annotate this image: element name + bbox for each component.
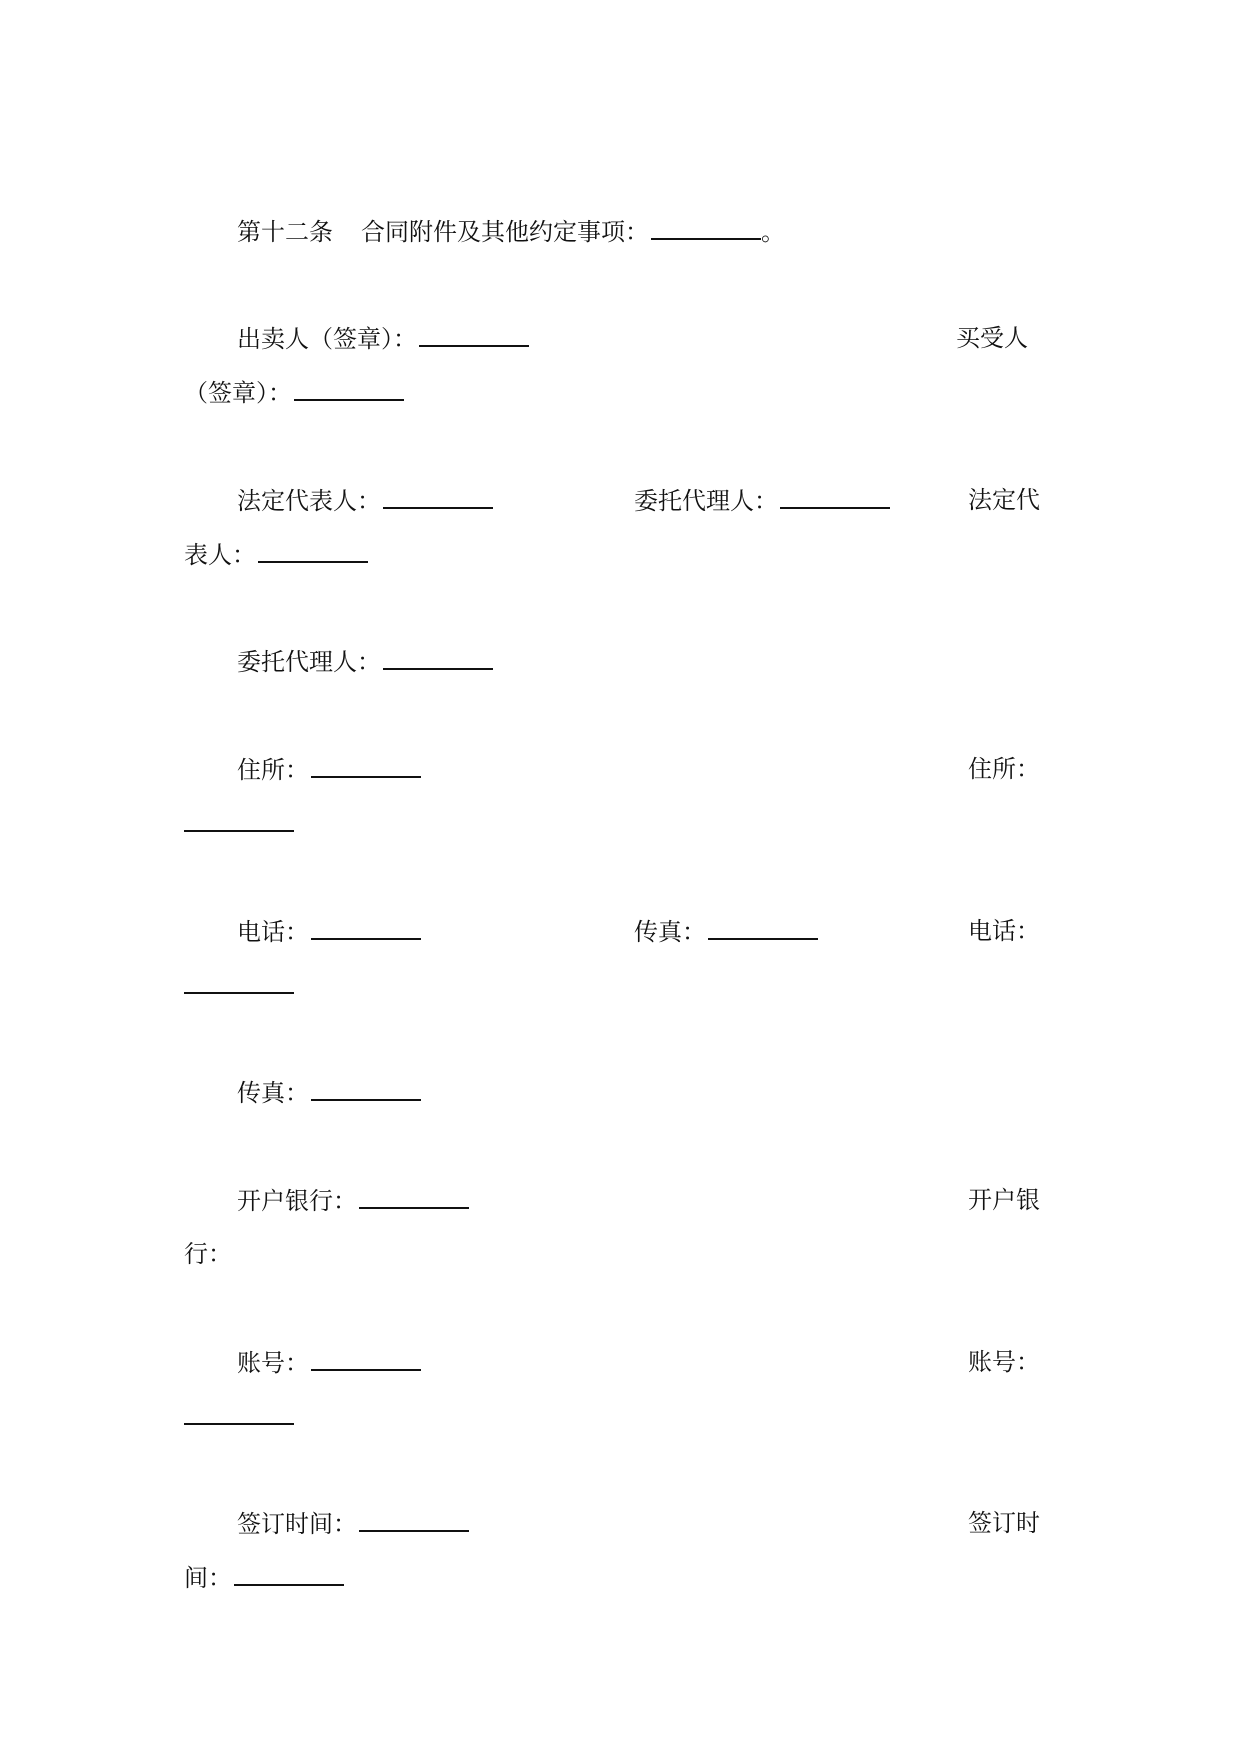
agent-middle-line	[634, 485, 890, 516]
phone-left-line	[237, 916, 421, 947]
agent-left-label: 委托代理人：	[237, 648, 381, 676]
fax-middle-line	[634, 916, 818, 947]
legal-rep-left-label: 法定代表人：	[237, 487, 381, 515]
legal-rep-right-line	[184, 539, 368, 570]
fax-left-line	[237, 1077, 421, 1108]
date-left-label: 签订时间：	[237, 1510, 357, 1538]
bank-left-label: 开户银行：	[237, 1187, 357, 1215]
phone-right-blank[interactable]	[184, 970, 294, 994]
date-left-line	[237, 1508, 469, 1539]
bank-right-label-1: 开户银	[968, 1186, 1040, 1214]
date-right-label-2: 间：	[184, 1564, 232, 1592]
legal-rep-right-label-2: 表人：	[184, 541, 256, 569]
date-right-line	[184, 1562, 344, 1593]
address-right-line	[184, 808, 294, 839]
date-right-label-1: 签订时	[968, 1509, 1040, 1537]
address-left-label: 住所：	[237, 756, 309, 784]
account-left-line	[237, 1347, 421, 1378]
address-left-blank[interactable]	[311, 754, 421, 778]
agent-middle-blank[interactable]	[780, 485, 890, 509]
fax-middle-label: 传真：	[634, 918, 706, 946]
buyer-sign-blank[interactable]	[294, 377, 404, 401]
seller-sign-label: 出卖人（签章）：	[237, 325, 417, 353]
article-blank[interactable]	[651, 216, 761, 240]
fax-middle-blank[interactable]	[708, 916, 818, 940]
agent-middle-label: 委托代理人：	[634, 487, 778, 515]
article-text: 合同附件及其他约定事项：	[361, 218, 649, 246]
legal-rep-left-blank[interactable]	[383, 485, 493, 509]
agent-left-blank[interactable]	[383, 646, 493, 670]
account-right-blank[interactable]	[184, 1401, 294, 1425]
fax-left-blank[interactable]	[311, 1077, 421, 1101]
account-left-label: 账号：	[237, 1349, 309, 1377]
phone-left-blank[interactable]	[311, 916, 421, 940]
account-left-blank[interactable]	[311, 1347, 421, 1371]
buyer-sign-line	[184, 377, 404, 408]
fax-left-label: 传真：	[237, 1079, 309, 1107]
phone-left-label: 电话：	[237, 918, 309, 946]
article-12-line	[237, 216, 785, 247]
date-left-blank[interactable]	[359, 1508, 469, 1532]
seller-sign-line	[237, 323, 529, 354]
article-heading: 第十二条	[237, 218, 333, 246]
bank-right-label-2: 行：	[184, 1240, 232, 1268]
phone-right-line	[184, 970, 294, 1001]
phone-right-label: 电话：	[968, 917, 1040, 945]
legal-rep-right-blank[interactable]	[258, 539, 368, 563]
address-right-blank[interactable]	[184, 808, 294, 832]
account-right-label: 账号：	[968, 1348, 1040, 1376]
account-right-line	[184, 1401, 294, 1432]
legal-rep-right-label-1: 法定代	[968, 486, 1040, 514]
legal-rep-left-line	[237, 485, 493, 516]
article-end: 。	[761, 218, 785, 246]
bank-left-line	[237, 1185, 469, 1216]
buyer-sign-label-2: （签章）：	[184, 379, 292, 407]
date-right-blank[interactable]	[234, 1562, 344, 1586]
agent-left-line	[237, 646, 493, 677]
address-right-label: 住所：	[968, 755, 1040, 783]
buyer-sign-label-1: 买受人	[956, 324, 1028, 352]
seller-sign-blank[interactable]	[419, 323, 529, 347]
address-left-line	[237, 754, 421, 785]
bank-left-blank[interactable]	[359, 1185, 469, 1209]
